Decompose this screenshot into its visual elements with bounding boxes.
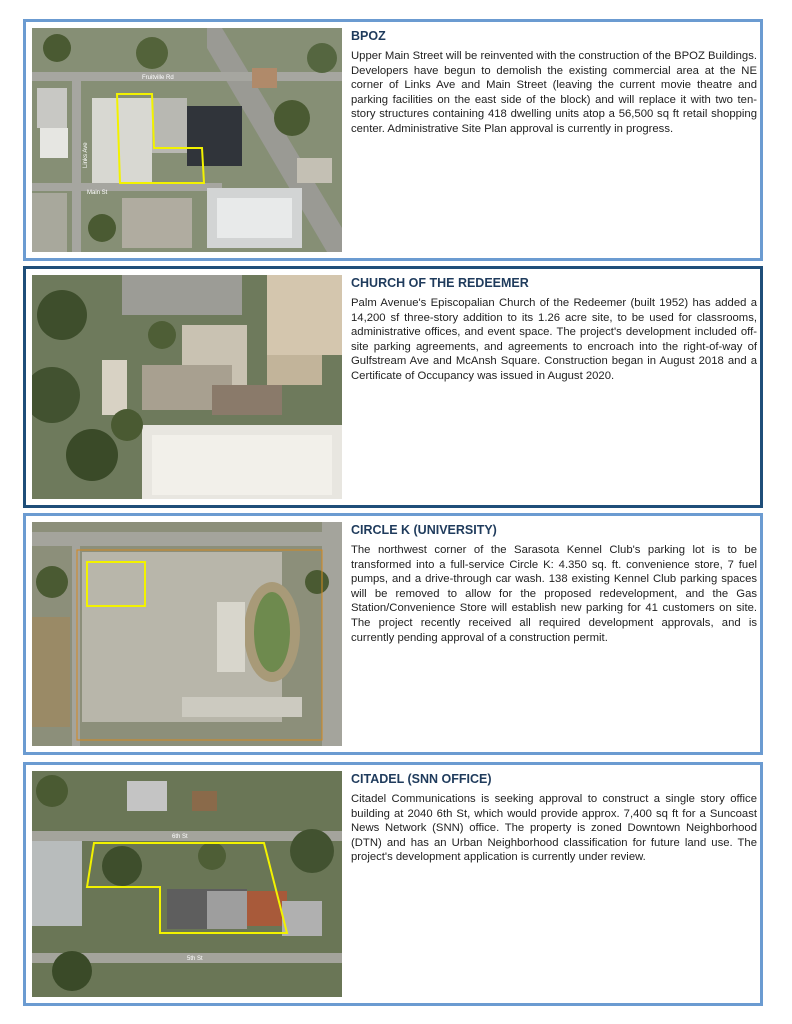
project-card-bpoz bbox=[23, 19, 763, 261]
map-label-6th-st: 6th St bbox=[172, 834, 188, 840]
project-text-citadel bbox=[351, 771, 757, 865]
project-description: Palm Avenue's Episcopalian Church of the Redeemer (built 1952) has added a 14,200 sf three-story addition to its 1.26 acre site, to be used for classrooms, administrative offices, and event space. The project's development included off-site parking agreements, and agreements to encroach into the right-of-way of Gulfstream Ave and McAnsh Square. Construction began in August 2018 and a Certificate of Occupancy was issued in August 2020. bbox=[351, 297, 757, 382]
project-text-circle-k bbox=[351, 522, 757, 645]
aerial-photo-circle-k bbox=[32, 522, 342, 746]
project-title: CITADEL (SNN OFFICE) bbox=[351, 772, 492, 786]
project-title: BPOZ bbox=[351, 29, 386, 43]
project-card-church-of-the-redeemer bbox=[23, 266, 763, 508]
project-title: CIRCLE K (UNIVERSITY) bbox=[351, 523, 497, 537]
map-label-links: Links Ave bbox=[83, 142, 89, 168]
project-text-bpoz bbox=[351, 28, 757, 137]
aerial-photo-church bbox=[32, 275, 342, 499]
project-description: The northwest corner of the Sarasota Kennel Club's parking lot is to be transformed into a full-service Circle K: 4.350 sq. ft. convenience store, 7 fuel pumps, and a drive-through car wash. 138 existing Kennel Club parking spaces will be removed to allow for the proposed redevelopment, and the Gas Station/Convenience Store will establish new parking for 41 customers on site. The project recently received all required development approvals, and is currently pending approval of a construction permit. bbox=[351, 544, 757, 644]
aerial-photo-bpoz bbox=[32, 28, 342, 252]
project-card-circle-k bbox=[23, 513, 763, 755]
map-label-5th-st: 5th St bbox=[187, 956, 203, 962]
project-title: CHURCH OF THE REDEEMER bbox=[351, 276, 529, 290]
project-description: Upper Main Street will be reinvented with the construction of the BPOZ Buildings. Developers have begun to demolish the existing commercial area at the NE corner of Links Ave and Main Street (leaving the current movie theatre and parking facilities on the east side of the block) and will replace it with two ten-story structures containing 418 dwelling units atop a 56,500 sq ft retail shopping center. Administrative Site Plan approval is currently in progress. bbox=[351, 50, 757, 135]
project-card-citadel bbox=[23, 762, 763, 1006]
project-text-church bbox=[351, 275, 757, 384]
project-description: Citadel Communications is seeking approval to construct a single story office building at 2040 6th St, which would provide approx. 7,400 sq ft for a Suncoast News Network (SNN) office. The property is zoned Downtown Neighborhood (DTN) and has an Urban Neighborhood classification for future land use. The project's development application is currently under review. bbox=[351, 793, 757, 864]
map-label-main: Main St bbox=[87, 190, 108, 196]
map-label-fruitville: Fruitville Rd bbox=[142, 75, 174, 81]
aerial-photo-citadel bbox=[32, 771, 342, 997]
